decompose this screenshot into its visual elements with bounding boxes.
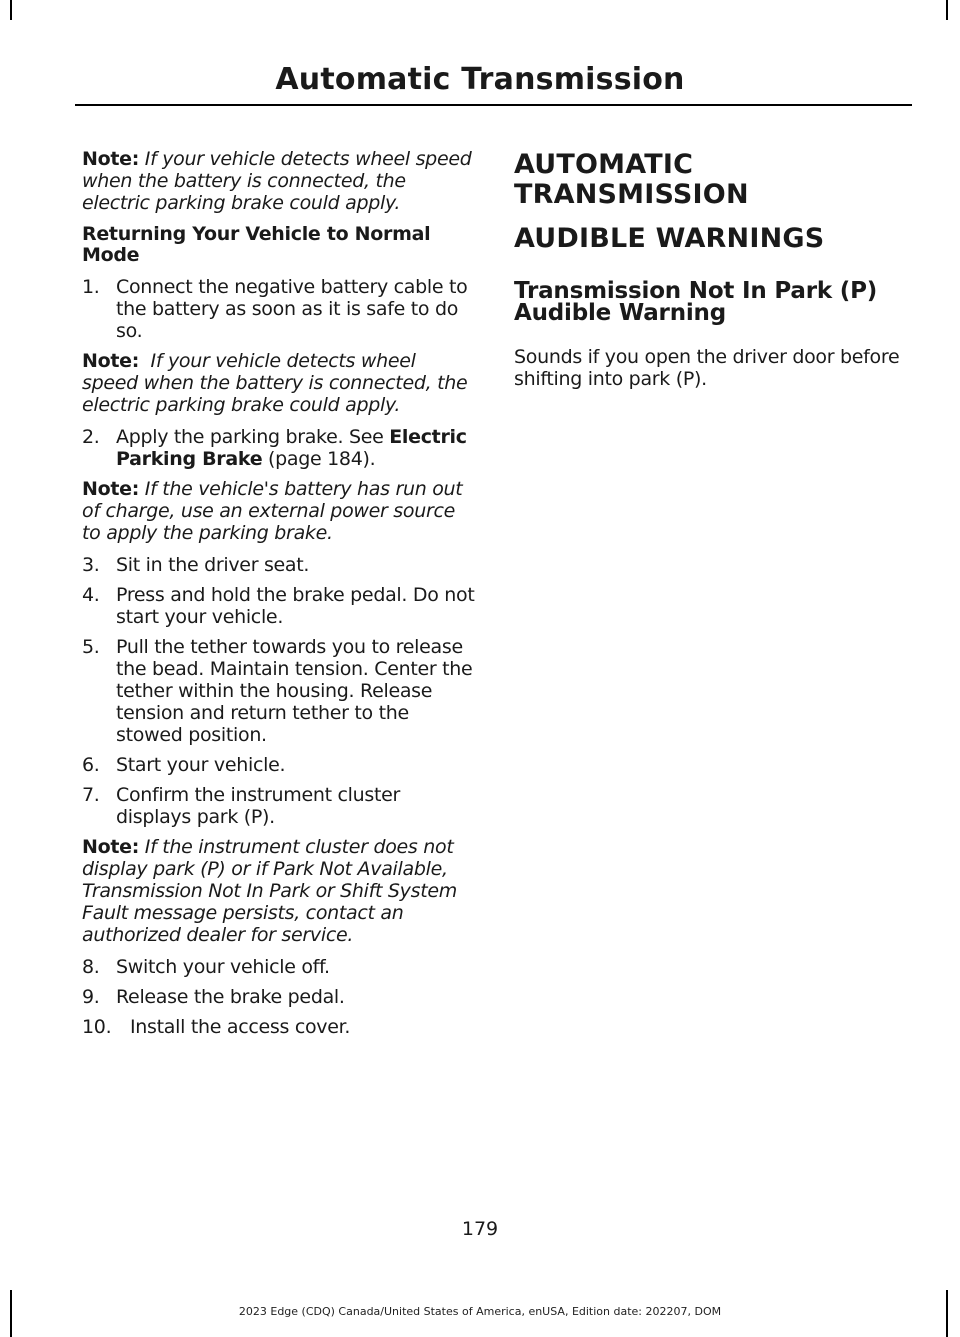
header-rule xyxy=(75,104,912,106)
list-item xyxy=(82,554,477,576)
list-item xyxy=(82,276,477,342)
list-item xyxy=(82,1016,477,1038)
step-text-suffix: (page 184). xyxy=(262,448,376,470)
step-text: Pull the tether towards you to release the bead. Maintain tension. Center the tether within the housing. Release tension and return tether to the stowed position. xyxy=(116,636,473,746)
note-text: If your vehicle detects wheel speed when the battery is connected, the electric parking brake could apply. xyxy=(82,148,472,214)
note-label: Note: xyxy=(82,478,140,500)
subheading-returning-normal-mode: Returning Your Vehicle to Normal Mode xyxy=(82,223,431,266)
note-text: If the vehicle's battery has run out of charge, use an external power source to apply the parking brake. xyxy=(82,478,463,544)
step-number: 5. xyxy=(82,636,100,658)
crop-mark-top-left xyxy=(10,0,12,20)
note xyxy=(82,350,477,416)
step-list xyxy=(82,426,477,470)
step-number: 9. xyxy=(82,986,100,1008)
subheading-transmission-not-in-park: Transmission Not In Park (P) Audible Warning xyxy=(514,278,878,326)
step-number: 7. xyxy=(82,784,100,806)
list-item xyxy=(82,986,477,1008)
right-column xyxy=(514,148,909,400)
page-number: 179 xyxy=(461,1218,499,1240)
note xyxy=(82,836,477,946)
step-number: 4. xyxy=(82,584,100,606)
left-column xyxy=(82,148,477,1046)
list-item xyxy=(82,584,477,628)
step-text: Sit in the driver seat. xyxy=(116,554,310,576)
step-number: 8. xyxy=(82,956,100,978)
step-text: Confirm the instrument cluster displays park (P). xyxy=(116,784,401,828)
step-text: Switch your vehicle off. xyxy=(116,956,330,978)
list-item xyxy=(82,754,477,776)
step-list xyxy=(82,956,477,1038)
note xyxy=(82,148,477,214)
note-label: Note: xyxy=(82,836,140,858)
note xyxy=(82,478,477,544)
page-header-title: Automatic Transmission xyxy=(275,62,685,97)
note-text: If your vehicle detects wheel speed when the battery is connected, the electric parking brake could apply. xyxy=(82,350,468,416)
list-item xyxy=(82,426,477,470)
list-item xyxy=(82,956,477,978)
step-number: 2. xyxy=(82,426,100,448)
step-number: 3. xyxy=(82,554,100,576)
step-list xyxy=(82,554,477,828)
step-list xyxy=(82,276,477,342)
step-number: 1. xyxy=(82,276,100,298)
crop-mark-top-right xyxy=(946,0,948,20)
list-item xyxy=(82,784,477,828)
note-label: Note: xyxy=(82,350,140,372)
footer-edition-info: 2023 Edge (CDQ) Canada/United States of America, enUSA, Edition date: 202207, DOM xyxy=(238,1305,722,1318)
step-text: Release the brake pedal. xyxy=(116,986,345,1008)
list-item xyxy=(82,636,477,746)
step-text: Press and hold the brake pedal. Do not start your vehicle. xyxy=(116,584,475,628)
note-label: Note: xyxy=(82,148,140,170)
body-text: Sounds if you open the driver door before shifting into park (P). xyxy=(514,346,900,390)
step-text: Start your vehicle. xyxy=(116,754,286,776)
step-number: 10. xyxy=(82,1016,112,1038)
step-number: 6. xyxy=(82,754,100,776)
step-text: Install the access cover. xyxy=(130,1016,351,1038)
note-text: If the instrument cluster does not display park (P) or if Park Not Available, Transmission Not In Park or Shift System Fault message persists, contact an authorized dealer for service. xyxy=(82,836,457,946)
cross-reference-link[interactable]: Electric Parking Brake xyxy=(116,426,467,470)
section-heading-line2: AUDIBLE WARNINGS xyxy=(514,223,825,254)
step-text: Connect the negative battery cable to the battery as soon as it is safe to do so. xyxy=(116,276,468,342)
section-heading-line1: AUTOMATIC TRANSMISSION xyxy=(514,149,749,210)
step-text: Apply the parking brake. See xyxy=(116,426,390,448)
